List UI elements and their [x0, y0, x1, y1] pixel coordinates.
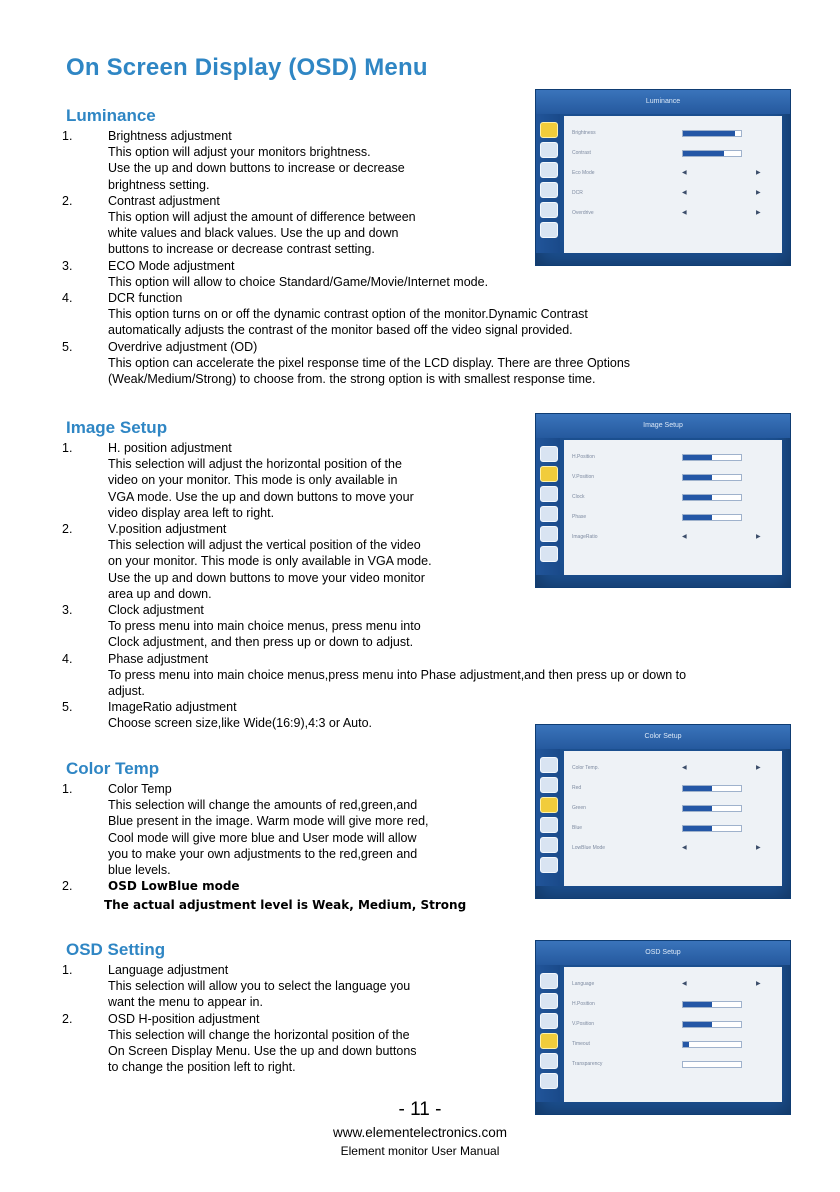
item-description: This option can accelerate the pixel response time of the LCD display. There are three Options (Weak/Medium/Strong) to choose from. the strong option is with smallest response time.	[108, 355, 631, 387]
list-item	[62, 602, 786, 651]
item-title: OSD H-position adjustment	[108, 1011, 260, 1026]
list-item	[62, 878, 526, 913]
osd-left-arrow-icon: ◀	[682, 845, 687, 851]
osd-level-bar	[682, 150, 742, 157]
osd-menu-icon	[540, 757, 558, 773]
osd-row	[570, 821, 776, 835]
osd-row-label: Red	[572, 785, 582, 791]
list-item	[62, 290, 686, 339]
osd-menu-icon	[540, 1033, 558, 1049]
item-title: Language adjustment	[108, 963, 229, 977]
osd-screenshot-color-setup	[535, 724, 791, 899]
osd-level-fill	[683, 826, 712, 831]
osd-right-arrow-icon: ▶	[756, 534, 761, 540]
osd-left-arrow-icon: ◀	[682, 981, 687, 987]
item-number: 5.	[62, 339, 73, 354]
item-number: 2.	[62, 879, 73, 894]
osd-row	[570, 186, 776, 200]
item-number: 1.	[62, 129, 73, 143]
item-number: 2.	[62, 1011, 73, 1026]
osd-level-fill	[683, 131, 735, 136]
item-title: H. position adjustment	[108, 441, 232, 455]
item-description: This selection will change the horizontal position of the On Screen Display Menu. Use the up and down buttons to change the position left to right.	[108, 1027, 417, 1075]
osd-row-label: Phase	[572, 514, 587, 520]
osd-icon-column	[536, 438, 560, 575]
osd-level-bar	[682, 454, 742, 461]
item-number: 3.	[62, 258, 73, 273]
osd-row	[570, 977, 776, 991]
footer-manual-title: Element monitor User Manual	[340, 1144, 500, 1158]
osd-menu-icon	[540, 857, 558, 873]
osd-level-fill	[683, 1042, 689, 1047]
osd-level-fill	[683, 475, 712, 480]
osd-row-label: Green	[572, 805, 586, 811]
osd-menu-icon	[540, 162, 558, 178]
osd-row-label: V.Position	[572, 474, 595, 480]
item-title: DCR function	[108, 291, 183, 306]
item-number: 2.	[62, 522, 73, 537]
osd-menu-icon	[540, 122, 558, 138]
osd-left-arrow-icon: ◀	[682, 210, 687, 216]
item-description: To press menu into main choice menus,press menu into Phase adjustment,and then press up or down to adjust.	[108, 667, 687, 699]
osd-menu-icon	[540, 182, 558, 198]
list-item	[62, 651, 786, 700]
osd-row-label: Contrast	[572, 150, 591, 156]
osd-row-label: Brightness	[572, 130, 596, 136]
osd-menu-icon	[540, 797, 558, 813]
section-title-color-temp: Color Temp	[66, 759, 160, 778]
item-number: 2.	[62, 193, 73, 208]
osd-right-arrow-icon: ▶	[756, 981, 761, 987]
osd-right-arrow-icon: ▶	[756, 170, 761, 176]
osd-row	[570, 781, 776, 795]
osd-level-bar	[682, 785, 742, 792]
osd-row-label: ImageRatio	[572, 534, 598, 540]
osd-row-label: DCR	[572, 190, 583, 196]
osd-menu-icon	[540, 546, 558, 562]
osd-level-bar	[682, 1021, 742, 1028]
list-item	[62, 962, 526, 1011]
osd-menu-icon	[540, 486, 558, 502]
osd-left-arrow-icon: ◀	[682, 170, 687, 176]
osd-level-fill	[683, 515, 712, 520]
osd-menu-icon	[540, 1013, 558, 1029]
osd-menu-icon	[540, 1053, 558, 1069]
osd-row	[570, 761, 776, 775]
item-description: This option will allow to choice Standard/Game/Movie/Internet mode.	[108, 274, 489, 289]
osd-row	[570, 801, 776, 815]
item-number: 1.	[62, 441, 73, 455]
page-title: On Screen Display (OSD) Menu	[66, 54, 428, 81]
osd-level-fill	[683, 786, 712, 791]
osd-menu-icon	[540, 993, 558, 1009]
osd-row	[570, 146, 776, 160]
osd-panel	[564, 116, 782, 253]
item-description: This option will adjust the amount of difference between white values and black values. Use the up and down buttons to increase or decrease contrast setting.	[108, 210, 416, 257]
osd-left-arrow-icon: ◀	[682, 765, 687, 771]
osd-row-label: Overdrive	[572, 210, 594, 216]
item-title: Brightness adjustment	[108, 129, 232, 143]
osd-left-arrow-icon: ◀	[682, 190, 687, 196]
item-title: OSD LowBlue mode	[108, 879, 240, 894]
osd-row	[570, 470, 776, 484]
item-description: This option turns on or off the dynamic contrast option of the monitor.Dynamic Contrast automatically adjusts the contrast of the monitor based off the video signal provided.	[108, 307, 588, 338]
item-description: This selection will allow you to select the language you want the menu to appear in.	[108, 979, 411, 1010]
osd-level-bar	[682, 494, 742, 501]
item-description: This selection will adjust the horizontal position of the video on your monitor. This mode is only available in VGA mode. Use the up and down buttons to move your video display area left to right.	[108, 457, 414, 520]
osd-row-label: LowBlue Mode	[572, 845, 606, 851]
osd-level-bar	[682, 474, 742, 481]
osd-header: Color Setup	[536, 725, 790, 749]
osd-level-fill	[683, 495, 712, 500]
osd-level-bar	[682, 825, 742, 832]
item-number: 1.	[62, 782, 73, 796]
section-title-luminance: Luminance	[66, 106, 156, 125]
osd-row	[570, 206, 776, 220]
page-number: - 11 -	[398, 1099, 442, 1120]
osd-screenshot-osd-setup	[535, 940, 791, 1115]
item-number: 3.	[62, 603, 73, 618]
osd-level-bar	[682, 1001, 742, 1008]
osd-level-bar	[682, 805, 742, 812]
list-item	[62, 1011, 526, 1076]
osd-row-label: Clock	[572, 494, 585, 500]
osd-header: Image Setup	[536, 414, 790, 438]
osd-row-label: Transparency	[572, 1061, 603, 1067]
osd-menu-icon	[540, 837, 558, 853]
list-item	[62, 339, 686, 388]
item-number: 4.	[62, 651, 73, 666]
osd-header: OSD Setup	[536, 941, 790, 965]
osd-row-label: Timeout	[572, 1041, 590, 1047]
osd-row	[570, 490, 776, 504]
osd-menu-icon	[540, 446, 558, 462]
item-title: Contrast adjustment	[108, 193, 220, 208]
osd-left-arrow-icon: ◀	[682, 534, 687, 540]
osd-panel	[564, 751, 782, 886]
osd-right-arrow-icon: ▶	[756, 765, 761, 771]
item-title: ImageRatio adjustment	[108, 700, 237, 715]
osd-level-bar	[682, 1061, 742, 1068]
osd-right-arrow-icon: ▶	[756, 210, 761, 216]
osd-row-label: Blue	[572, 825, 583, 831]
item-description: Choose screen size,like Wide(16:9),4:3 or Auto.	[108, 716, 373, 731]
osd-right-arrow-icon: ▶	[756, 190, 761, 196]
osd-menu-icon	[540, 526, 558, 542]
osd-row-label: Language	[572, 981, 595, 987]
osd-row	[570, 1057, 776, 1071]
osd-row-label: Eco Mode	[572, 170, 595, 176]
item-description: The actual adjustment level is Weak, Medium, Strong	[104, 898, 467, 913]
osd-icon-column	[536, 114, 560, 253]
osd-level-fill	[683, 1022, 712, 1027]
item-number: 4.	[62, 291, 73, 306]
item-title: Phase adjustment	[108, 651, 209, 666]
section-color-temp	[62, 759, 526, 914]
osd-menu-icon	[540, 777, 558, 793]
footer-url: www.elementelectronics.com	[332, 1125, 508, 1140]
section-title-osd-setting: OSD Setting	[66, 940, 166, 959]
osd-level-bar	[682, 130, 742, 137]
osd-panel	[564, 440, 782, 575]
osd-row-label: H.Position	[572, 1001, 595, 1007]
osd-row	[570, 1017, 776, 1031]
osd-header: Luminance	[536, 90, 790, 114]
osd-right-arrow-icon: ▶	[756, 845, 761, 851]
osd-row	[570, 450, 776, 464]
osd-icon-column	[536, 749, 560, 886]
osd-menu-icon	[540, 506, 558, 522]
osd-panel	[564, 967, 782, 1102]
osd-icon-column	[536, 965, 560, 1102]
item-number: 1.	[62, 963, 73, 977]
osd-level-fill	[683, 151, 724, 156]
osd-level-fill	[683, 1002, 712, 1007]
item-title: Overdrive adjustment (OD)	[108, 339, 258, 354]
osd-row	[570, 530, 776, 544]
osd-screenshot-image-setup	[535, 413, 791, 588]
osd-level-bar	[682, 514, 742, 521]
osd-menu-icon	[540, 817, 558, 833]
osd-menu-icon	[540, 973, 558, 989]
osd-row	[570, 1037, 776, 1051]
item-description: This selection will change the amounts of red,green,and Blue present in the image. Warm mode will give more red, Cool mode will give more blue and User mode will allow you to make your own adjustments to the red,green and blue levels.	[108, 798, 429, 878]
osd-row	[570, 166, 776, 180]
osd-menu-icon	[540, 202, 558, 218]
osd-level-fill	[683, 455, 712, 460]
item-title: Color Temp	[108, 782, 172, 796]
item-title: Clock adjustment	[108, 603, 204, 618]
osd-row	[570, 997, 776, 1011]
item-number: 5.	[62, 700, 73, 715]
item-description: This selection will adjust the vertical position of the video on your monitor. This mode is only available in VGA mode. Use the up and down buttons to move your video monitor area up and down.	[108, 538, 432, 601]
osd-screenshot-luminance	[535, 89, 791, 266]
item-title: V.position adjustment	[108, 522, 227, 537]
osd-row	[570, 841, 776, 855]
osd-menu-icon	[540, 466, 558, 482]
osd-level-bar	[682, 1041, 742, 1048]
osd-menu-icon	[540, 1073, 558, 1089]
item-title: ECO Mode adjustment	[108, 258, 235, 273]
item-description: To press menu into main choice menus, press menu into Clock adjustment, and then press up or down to adjust.	[108, 619, 421, 650]
osd-menu-icon	[540, 222, 558, 238]
list-item	[62, 781, 526, 878]
section-osd-setting	[62, 940, 526, 1075]
osd-row-label: H.Position	[572, 454, 595, 460]
osd-menu-icon	[540, 142, 558, 158]
section-title-image-setup: Image Setup	[66, 418, 168, 437]
osd-row-label: Color Temp.	[572, 765, 599, 771]
osd-row	[570, 510, 776, 524]
osd-row	[570, 126, 776, 140]
item-description: This option will adjust your monitors brightness. Use the up and down buttons to increase or decrease brightness setting.	[108, 145, 405, 192]
osd-level-fill	[683, 806, 712, 811]
osd-row-label: V.Position	[572, 1021, 595, 1027]
